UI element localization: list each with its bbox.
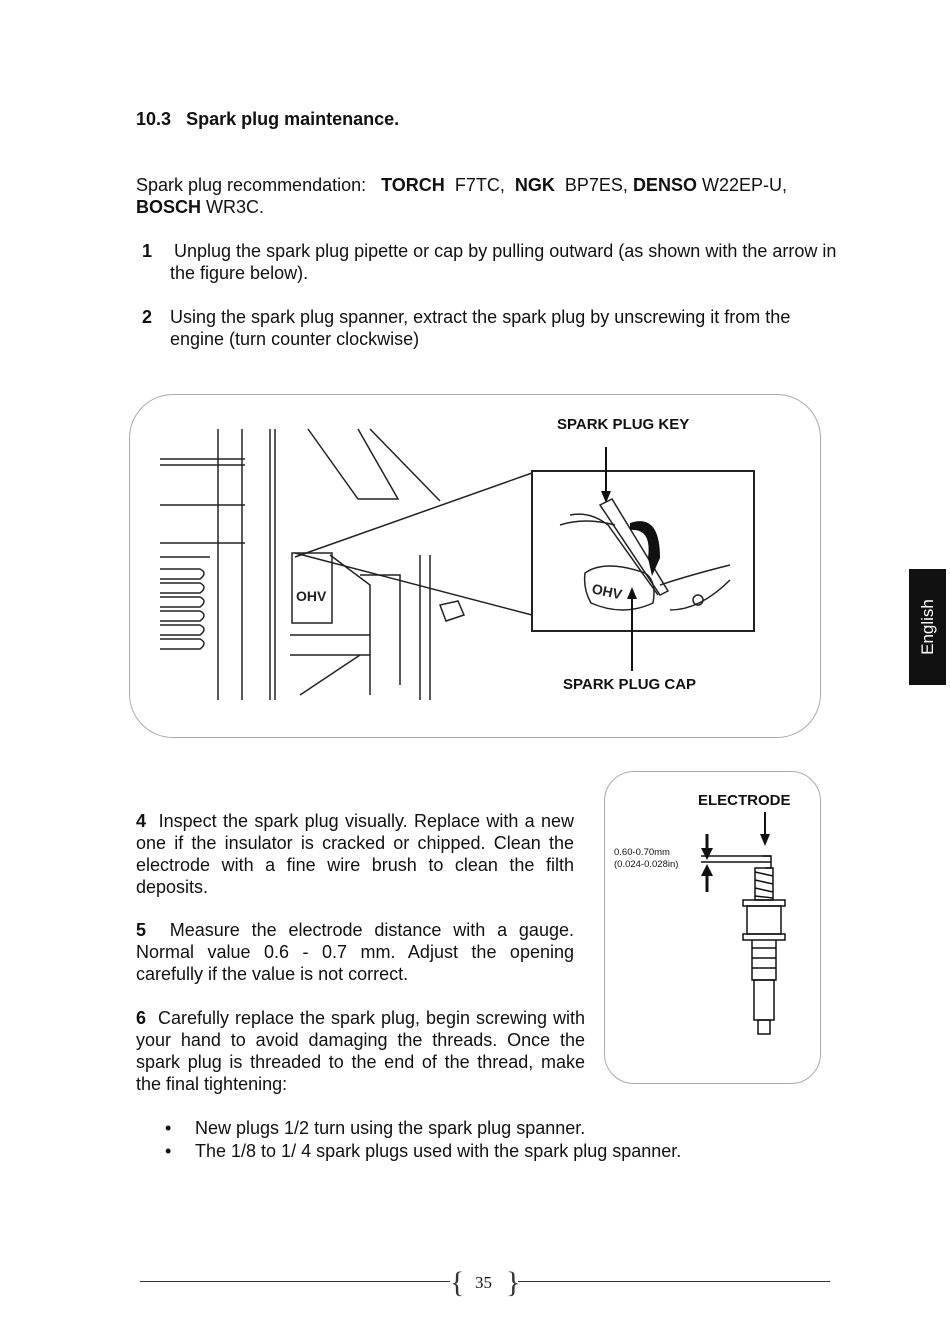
svg-text:OHV: OHV — [590, 580, 624, 603]
tightening-list — [165, 1117, 681, 1163]
right-bracket: } — [506, 1266, 521, 1299]
section-heading: 10.3 Spark plug maintenance. — [136, 109, 400, 129]
left-bracket: { — [450, 1266, 465, 1299]
generator-engine-illustration — [130, 395, 820, 737]
step-5: 5 Measure the electrode distance with a gauge. Normal value 0.6 - 0.7 mm. Adjust the opening carefully if the value is not correct. — [136, 920, 574, 984]
list-item: • The 1/8 to 1/ 4 spark plugs used with the spark plug spanner. — [165, 1140, 681, 1163]
spark-plug-removal-figure — [129, 394, 821, 738]
arrow-up-icon — [701, 864, 713, 876]
spark-plug-recommendation: Spark plug recommendation: TORCH F7TC, NGK BP7ES, DENSO W22EP-U, BOSCH WR3C. — [136, 175, 787, 217]
electrode-gap-figure — [604, 771, 821, 1084]
step-4: 4 Inspect the spark plug visually. Replace with a new one if the insulator is cracked or chipped. Clean the electrode with a fine wire brush to clean the filth deposits. — [136, 811, 574, 897]
arrow-down-icon — [760, 834, 770, 846]
spark-plug-illustration — [605, 772, 820, 1083]
footer-rule-right — [518, 1281, 830, 1282]
footer-rule-left — [140, 1281, 450, 1282]
language-tab: English — [909, 569, 946, 685]
spark-plug-cap-label: SPARK PLUG CAP — [563, 676, 697, 693]
step-2: 2 Using the spark plug spanner, extract the spark plug by unscrewing it from the engine (turn counter clockwise) — [142, 307, 791, 349]
arrow-down-icon — [701, 848, 713, 860]
gap-value: 0.60-0.70mm (0.024-0.028in) — [614, 847, 679, 870]
spark-plug-key-label: SPARK PLUG KEY — [557, 416, 690, 433]
list-item: • New plugs 1/2 turn using the spark plug spanner. — [165, 1117, 681, 1140]
svg-text:OHV: OHV — [296, 588, 327, 604]
step-1: 1 Unplug the spark plug pipette or cap by pulling outward (as shown with the arrow in the figure below). — [142, 241, 837, 283]
step-6: 6 Carefully replace the spark plug, begin screwing with your hand to avoid damaging the threads. Once the spark plug is threaded to the end of the thread, make the final tightening: — [136, 1008, 585, 1094]
electrode-label: ELECTRODE — [698, 792, 791, 809]
page-number: 35 — [475, 1273, 492, 1292]
